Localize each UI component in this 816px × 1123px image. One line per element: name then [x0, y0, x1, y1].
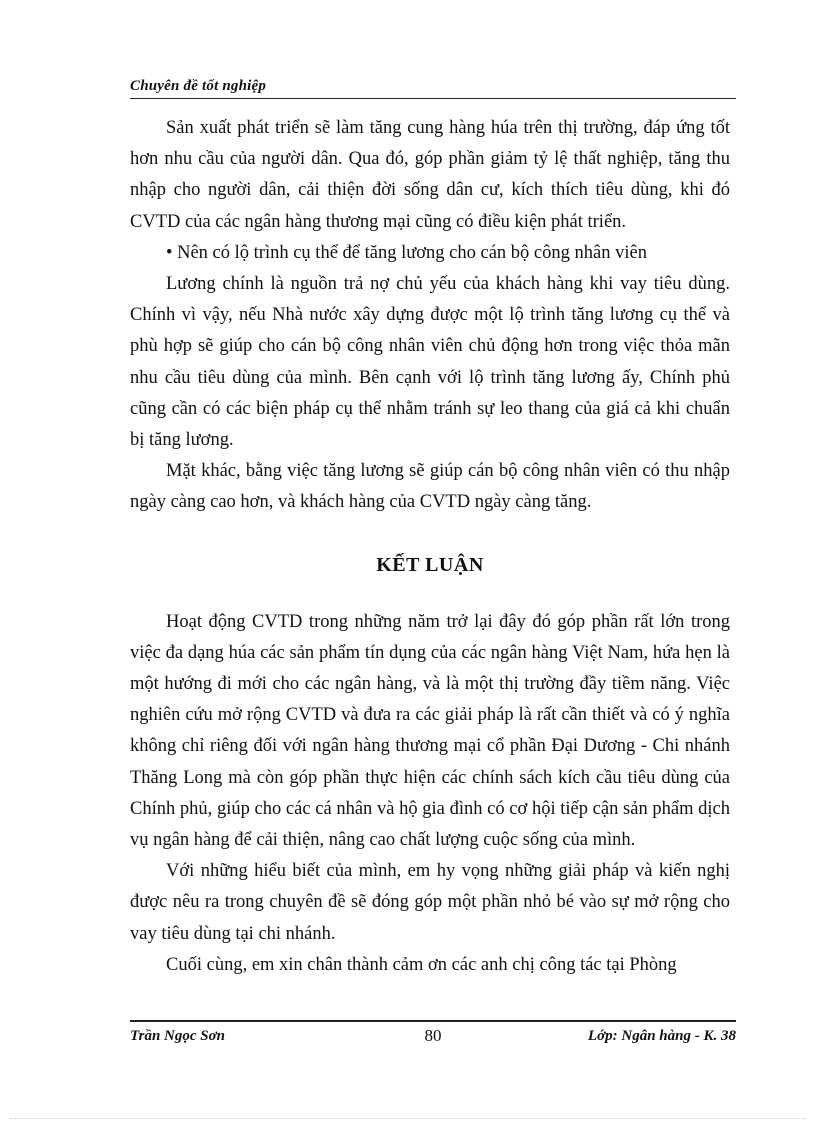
page-number: 80 — [424, 1026, 442, 1045]
footer-author: Trần Ngọc Sơn — [130, 1028, 226, 1044]
paragraph: Sản xuất phát triển sẽ làm tăng cung hàng húa trên thị trường, đáp ứng tốt hơn nhu cầu của người dân. Qua đó, góp phần giảm tỷ lệ thất nghiệp, tăng thu nhập cho người dân, cải thiện đời sống dân cư, kích thích tiêu dùng, khi đó CVTD của các ngân hàng thương mại cũng có điều kiện phát triển. — [130, 118, 730, 232]
paragraph: Mặt khác, bằng việc tăng lương sẽ giúp cán bộ công nhân viên có thu nhập ngày càng cao hơn, và khách hàng của CVTD ngày càng tăng. — [130, 461, 730, 513]
body-text — [130, 113, 730, 981]
page-header — [130, 76, 736, 99]
header-title: Chuyên đề tốt nghiệp — [130, 78, 267, 94]
paragraph: Cuối cùng, em xin chân thành cảm ơn các anh chị công tác tại Phòng — [166, 954, 677, 975]
paragraph: Với những hiểu biết của mình, em hy vọng những giải pháp và kiến nghị được nêu ra trong chuyên đề sẽ đóng góp một phần nhỏ bé vào sự mở rộng cho vay tiêu dùng tại chi nhánh. — [130, 861, 730, 944]
paragraph: Hoạt động CVTD trong những năm trở lại đây đó góp phần rất lớn trong việc đa dạng húa các sản phẩm tín dụng của các ngân hàng Việt Nam, hứa hẹn là một hướng đi mới cho các ngân hàng, và là một thị trường đầy tiềm năng. Việc nghiên cứu mở rộng CVTD và đưa ra các giải pháp là rất cần thiết và có ý nghĩa không chỉ riêng đối với ngân hàng thương mại cổ phần Đại Dương - Chi nhánh Thăng Long mà còn góp phần thực hiện các chính sách kích cầu tiêu dùng của Chính phủ, giúp cho các cá nhân và hộ gia đình có cơ hội tiếp cận sản phẩm dịch vụ ngân hàng để cải thiện, nâng cao chất lượng cuộc sống của mình. — [130, 611, 730, 851]
footer-class-info: Lớp: Ngân hàng - K. 38 — [587, 1028, 736, 1044]
section-heading: KẾT LUẬN — [376, 553, 484, 576]
bullet-item: • Nên có lộ trình cụ thể để tăng lương cho cán bộ công nhân viên — [166, 242, 647, 263]
page-footer — [130, 1020, 736, 1052]
page-edge-divider — [10, 1118, 806, 1119]
paragraph: Lương chính là nguồn trả nợ chủ yếu của khách hàng khi vay tiêu dùng. Chính vì vậy, nếu Nhà nước xây dựng được một lộ trình tăng lương cụ thể và phù hợp sẽ giúp cho cán bộ công nhân viên chủ động hơn trong việc thỏa mãn nhu cầu tiêu dùng của mình. Bên cạnh với lộ trình tăng lương ấy, Chính phủ cũng cần có các biện pháp cụ thể nhằm tránh sự leo thang của giá cả khi chuẩn bị tăng lương. — [130, 274, 730, 451]
